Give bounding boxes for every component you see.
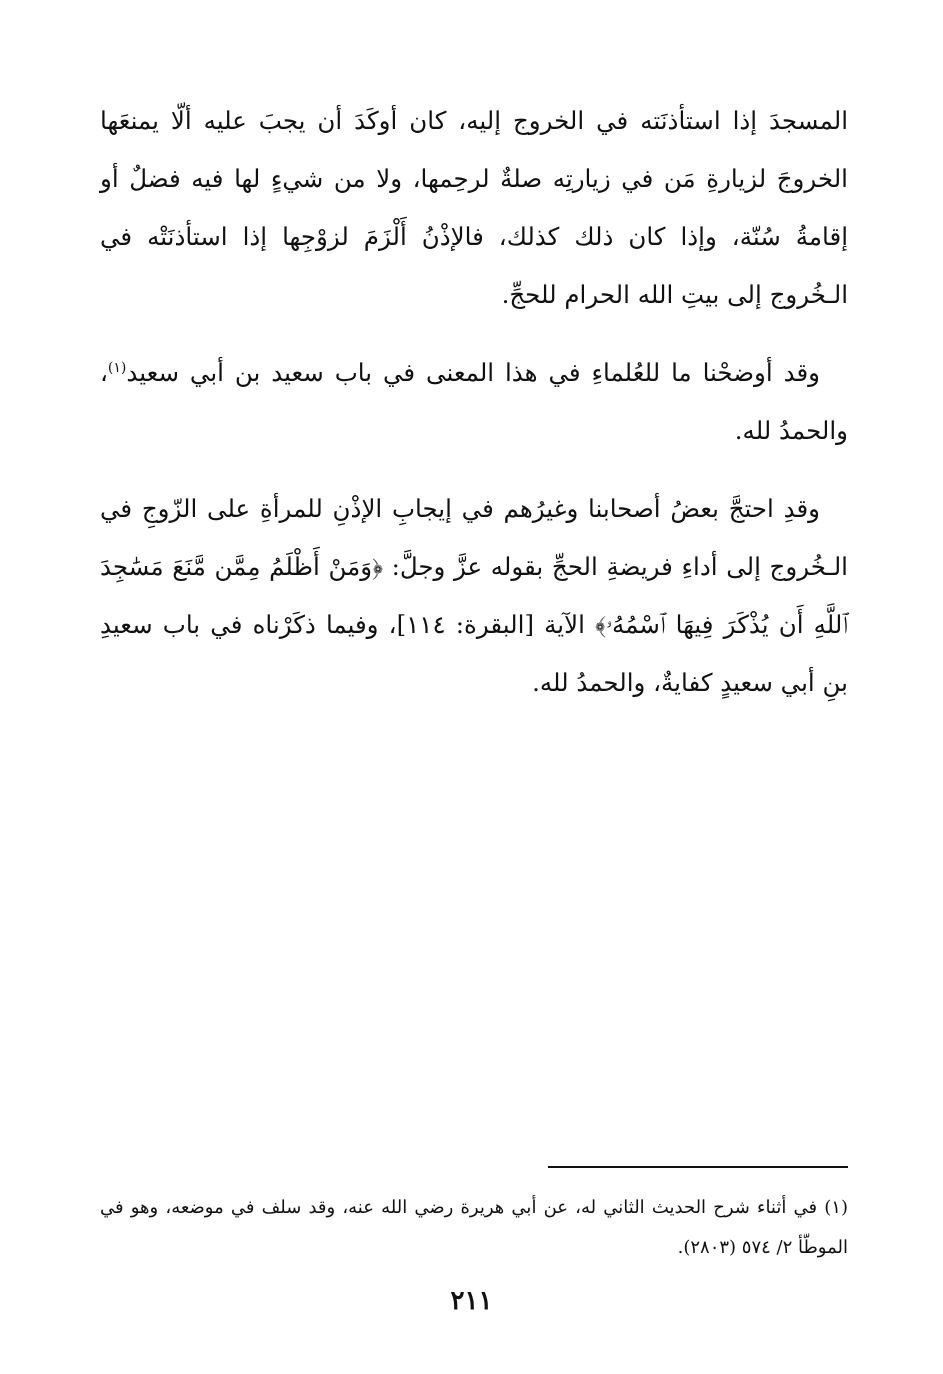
footnote-1: (١) في أثناء شرح الحديث الثاني له، عن أبي هريرة رضي الله عنه، وقد سلف في موضعه، وهو في الموطّأ ٢/ ٥٧٤ (٢٨٠٣). xyxy=(100,1197,848,1258)
paragraph-3-text-b: الآية [البقرة: ١١٤]، وفيما ذكَرْناه في باب سعيدِ بنِ أبي سعيدٍ كفايةٌ، والحمدُ لله. xyxy=(100,610,848,697)
footnote-separator xyxy=(548,1166,848,1168)
quran-verse: ﴿وَمَنْ أَظْلَمُ مِمَّن مَّنَعَ مَسَٰجِدَ ٱللَّهِ أَن يُذْكَرَ فِيهَا ٱسْمُهُۥ﴾ xyxy=(100,552,848,639)
paragraph-2 xyxy=(100,344,848,460)
paragraph-3-text-a: وقدِ احتجَّ بعضُ أصحابنا وغيرُهم في إيجابِ الإذْنِ للمرأةِ على الزّوجِ في الـخُروج إلى أداءِ فريضةِ الحجِّ بقوله عزَّ وجلَّ: xyxy=(100,494,848,581)
paragraph-2-text: وقد أوضحْنا ما للعُلماءِ في هذا المعنى في باب سعيد بن أبي سعيد xyxy=(126,358,820,387)
paragraph-1-text: المسجدَ إذا استأذنَته في الخروج إليه، كان أوكَدَ أن يجبَ عليه ألّا يمنعَها الخروجَ لزيارةِ مَن في زيارتِه صلةٌ لرحِمها، ولا من شيءٍ لها فيه فضلٌ أو إقامةُ سُنّة، وإذا كان ذلك كذلك، فالإذْنُ أَلْزَمَ لزوْجِها إذا استأذنَتْه في الـخُروج إلى بيتِ الله الحرام للحجِّ. xyxy=(100,106,848,309)
paragraph-2-rest: ، والحمدُ لله. xyxy=(100,358,848,445)
main-text xyxy=(100,92,848,712)
paragraph-3 xyxy=(100,480,848,712)
footnote-marker[interactable]: (١) xyxy=(107,359,127,376)
paragraph-1 xyxy=(100,92,848,324)
page-number: ٢١١ xyxy=(450,1286,493,1316)
footnotes xyxy=(100,1188,848,1268)
